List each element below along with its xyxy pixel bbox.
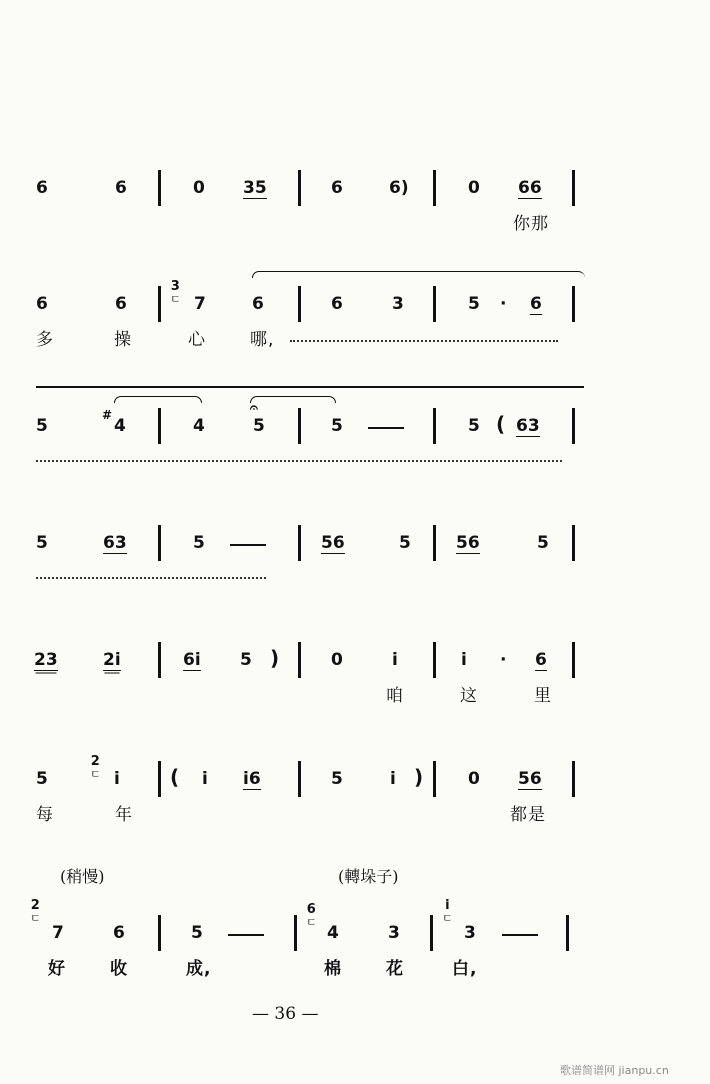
note: 4 [193,416,205,436]
note: 2i [103,650,121,670]
note: 6 [36,178,48,198]
note: 0 [468,178,480,198]
extension-line [36,386,584,388]
bar-line [433,170,436,206]
note: 56 [321,533,345,553]
note: 6 [36,294,48,314]
note: 3 [388,923,400,943]
note: 0 [468,769,480,789]
bar-line [158,761,161,797]
slur [250,396,336,403]
lyric-extension [36,460,562,462]
note: ) [270,646,280,670]
watermark: 歌谱简谱网 jianpu.cn [560,1064,669,1077]
note: 5 [331,416,343,436]
note: 6 [331,294,343,314]
lyric: 白, [452,959,478,979]
note: i [390,769,396,789]
dash [368,427,404,429]
note: i [114,769,120,789]
lyric: 操 [114,330,132,350]
bar-line [433,525,436,561]
lyric: 棉 [324,959,342,979]
note: · [500,294,507,314]
lyric: 好 [48,959,66,979]
bar-line [298,408,301,444]
lyric: 哪, [250,330,275,350]
bar-line [158,170,161,206]
slur [114,396,202,403]
note: 3 [464,923,476,943]
bar-line [298,761,301,797]
bar-line [566,915,569,951]
bar-line [572,408,575,444]
tempo-marking: (稍慢) [60,867,105,886]
note: 5 [253,416,265,436]
note: 63 [516,416,540,436]
note: 6 [113,923,125,943]
bar-line [433,408,436,444]
bar-line [572,761,575,797]
note: 5 [36,533,48,553]
bar-line [158,525,161,561]
note: i [392,650,398,670]
lyric: 咱 [386,686,404,706]
grace-note: 3 ㄷ [170,279,181,306]
note: 5 [36,769,48,789]
grace-note: i ㄷ [442,898,453,925]
lyric: 你那 [513,214,549,234]
bar-line [298,525,301,561]
bar-line [298,642,301,678]
lyric: 收 [110,959,128,979]
lyric: 里 [534,686,552,706]
note: i6 [243,769,261,789]
note: · [500,650,507,670]
tempo-marking: (轉垛子) [338,867,399,886]
grace-note: 2 ㄷ [30,898,41,925]
note: 0 [193,178,205,198]
note: 5 [468,416,480,436]
bar-line [433,286,436,322]
note: 6i [183,650,201,670]
bar-line [433,761,436,797]
lyric-extension [36,577,266,579]
note: 3 [392,294,404,314]
fermata-icon: 𝄐 [250,400,258,416]
bar-line [158,642,161,678]
note: ( [496,412,506,436]
dash [502,934,538,936]
grace-note: 2 ㄷ [90,754,101,781]
note: 5 [537,533,549,553]
note: 5 [36,416,48,436]
note: 5 [240,650,252,670]
note: 63 [103,533,127,553]
dash [230,544,266,546]
note: 6 [115,178,127,198]
lyric: 成, [186,959,212,979]
note: 7 [52,923,64,943]
bar-line [298,170,301,206]
note: 7 [194,294,206,314]
bar-line [158,408,161,444]
bar-line [294,915,297,951]
note: 4 [327,923,339,943]
page-number: — 36 — [252,1004,319,1024]
bar-line [433,642,436,678]
bar-line [158,915,161,951]
lyric: 花 [386,959,404,979]
bar-line [572,170,575,206]
note: 56 [518,769,542,789]
note: 0 [331,650,343,670]
bar-line [298,286,301,322]
sharp-sign: # [102,408,113,422]
lyric: 多 [36,330,54,350]
slur [252,271,585,278]
grace-note: 6 ㄷ [306,902,317,929]
note: 6 [115,294,127,314]
note: 5 [468,294,480,314]
note: 5 [399,533,411,553]
note: 66 [518,178,542,198]
bar-line [572,642,575,678]
note: 6) [389,178,409,198]
lyric: 每 [36,805,54,825]
note: 5 [193,533,205,553]
note: 35 [243,178,267,198]
lyric: 年 [115,805,133,825]
dash [228,934,264,936]
note: i [202,769,208,789]
lyric: 这 [460,686,478,706]
note: 6 [530,294,542,314]
note: 6 [252,294,264,314]
bar-line [572,286,575,322]
note: 4 [114,416,126,436]
lyric-extension [290,340,558,342]
note: ( [170,765,180,789]
note: ) [414,765,424,789]
lyric: 心 [188,330,206,350]
note: 56 [456,533,480,553]
note: 23 [34,650,58,670]
bar-line [430,915,433,951]
note: 5 [191,923,203,943]
note: 5 [331,769,343,789]
lyric: 都是 [510,805,546,825]
note: i [461,650,467,670]
note: 6 [331,178,343,198]
bar-line [572,525,575,561]
bar-line [158,286,161,322]
note: 6 [535,650,547,670]
